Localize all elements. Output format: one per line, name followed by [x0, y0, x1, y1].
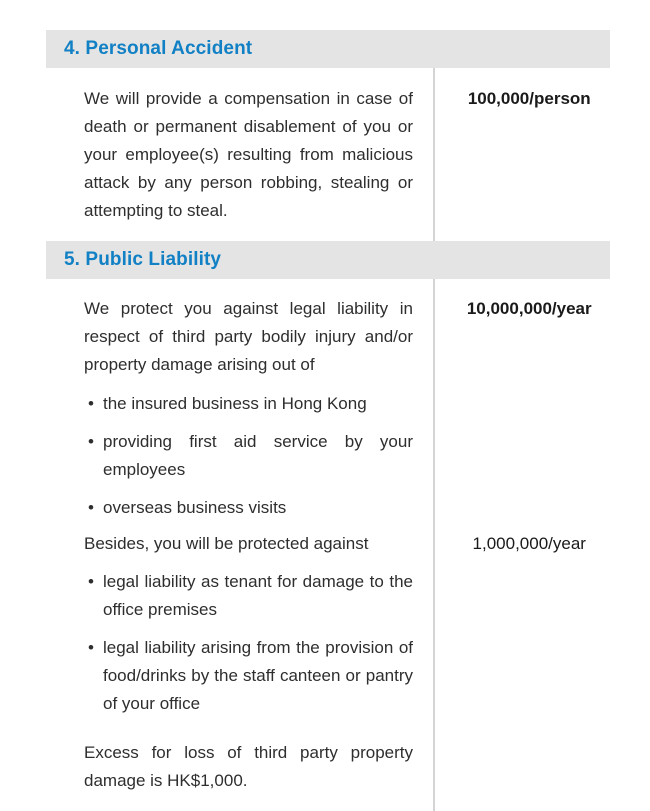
- bullet-text: overseas business visits: [103, 498, 287, 517]
- coverage-description-column: [46, 279, 433, 811]
- section-title-personal-accident: 4. Personal Accident: [64, 38, 253, 59]
- bullet-text: legal liability as tenant for damage to the office premises: [103, 572, 413, 619]
- public-liability-intro-paragraph: We protect you against legal liability in respect of third party bodily injury and/or property damage arising out of: [84, 299, 413, 374]
- bullet-dot-icon: •: [88, 432, 94, 451]
- section-personal-accident: [46, 30, 610, 241]
- coverage-value-public-liability: 10,000,000/year: [466, 299, 592, 318]
- section-content-row: [46, 279, 624, 811]
- section-public-liability: [46, 241, 610, 811]
- coverage-bullet-list: [84, 390, 413, 522]
- bullet-item: [84, 390, 413, 418]
- excess-paragraph: Excess for loss of third party property damage is HK$1,000.: [84, 743, 413, 790]
- section-header-bar: [46, 241, 610, 279]
- coverage-bullet-list-secondary: [84, 568, 413, 718]
- besides-paragraph: Besides, you will be protected against: [84, 534, 369, 553]
- section-content-row: [46, 68, 624, 241]
- bullet-dot-icon: •: [88, 498, 94, 517]
- bullet-dot-icon: •: [88, 638, 94, 657]
- coverage-description-column: [46, 68, 433, 241]
- coverage-value-column: [435, 279, 625, 811]
- coverage-value-tenant-liability: 1,000,000/year: [472, 534, 586, 553]
- bullet-text: legal liability arising from the provision of food/drinks by the staff canteen or pantry of your office: [103, 638, 413, 713]
- bullet-item: [84, 568, 413, 624]
- section-title-public-liability: 5. Public Liability: [64, 249, 222, 270]
- coverage-value-column: [435, 68, 625, 241]
- section-header-bar: [46, 30, 610, 68]
- bullet-item: [84, 428, 413, 484]
- bullet-dot-icon: •: [88, 572, 94, 591]
- bullet-item: [84, 634, 413, 718]
- bullet-dot-icon: •: [88, 394, 94, 413]
- coverage-value-personal-accident: 100,000/person: [467, 89, 591, 108]
- bullet-text: the insured business in Hong Kong: [103, 394, 367, 413]
- personal-accident-paragraph: We will provide a compensation in case of death or permanent disablement of you or your employee(s) resulting from malicious attack by any person robbing, stealing or attempting to steal.: [84, 89, 413, 220]
- bullet-item: [84, 494, 413, 522]
- bullet-text: providing first aid service by your employees: [103, 432, 413, 479]
